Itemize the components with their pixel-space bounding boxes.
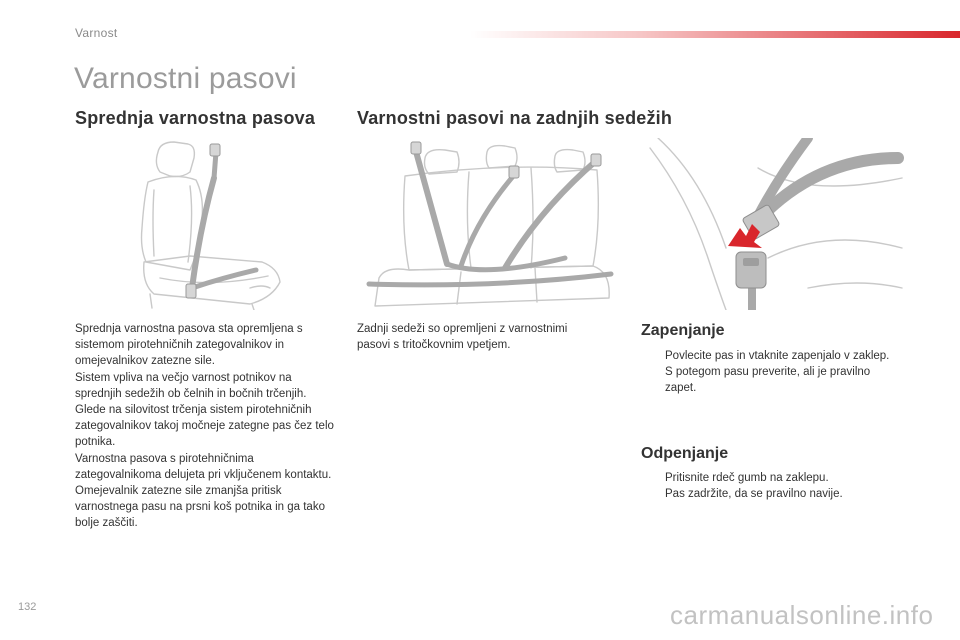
page-number: 132: [18, 601, 37, 613]
page-title: Varnostni pasovi: [74, 62, 297, 95]
watermark: carmanualsonline.info: [670, 600, 934, 630]
front-seatbelts-heading: Sprednja varnostna pasova: [75, 108, 316, 128]
fastening-heading: Zapenjanje: [641, 322, 725, 339]
front-seat-illustration: [130, 138, 290, 310]
buckle-illustration: [648, 138, 904, 310]
front-paragraph-4: Omejevalnik zatezne sile zmanjša pritisk varnostnega pasu na prsni koš potnika in ga tako bolje zaščiti.: [75, 485, 325, 530]
rear-seatbelts-text: Zadnji sedeži so opremljeni z varnostnimi pasovi s tritočkovnim vpetjem.: [357, 323, 568, 352]
front-paragraph-2: Sistem vpliva na večjo varnost potnikov na sprednjih sedežih ob čelnih in bočnih trčenjih. Glede na silovitost trčenja sistem pirotehničnih zategovalnikov takoj močneje zategne pas čez telo potnika.: [75, 371, 334, 449]
fastening-list: [641, 348, 891, 397]
list-item: Povlecite pas in vtaknite zapenjalo v zaklep.: [665, 350, 890, 362]
rear-seat-illustration: [365, 138, 615, 310]
unfastening-heading: Odpenjanje: [641, 445, 729, 462]
front-paragraph-1: Sprednja varnostna pasova sta opremljena s sistemom pirotehničnih zategovalnikov in omejevalnikov zatezne sile.: [75, 323, 303, 368]
front-seatbelts-text: [75, 321, 337, 532]
list-item: S potegom pasu preverite, ali je pravilno zapet.: [665, 366, 871, 395]
header-accent-bar: [470, 31, 960, 38]
front-paragraph-3: Varnostna pasova s pirotehničnima zategovalnikoma delujeta pri vključenem kontaktu.: [75, 452, 332, 481]
unfastening-list: [641, 470, 891, 502]
list-item: Pas zadržite, da se pravilno navije.: [665, 488, 843, 501]
section-label: Varnost: [75, 26, 118, 40]
rear-seatbelts-heading: Varnostni pasovi na zadnjih sedežih: [357, 108, 673, 128]
list-item: Pritisnite rdeč gumb na zaklepu.: [665, 472, 829, 484]
